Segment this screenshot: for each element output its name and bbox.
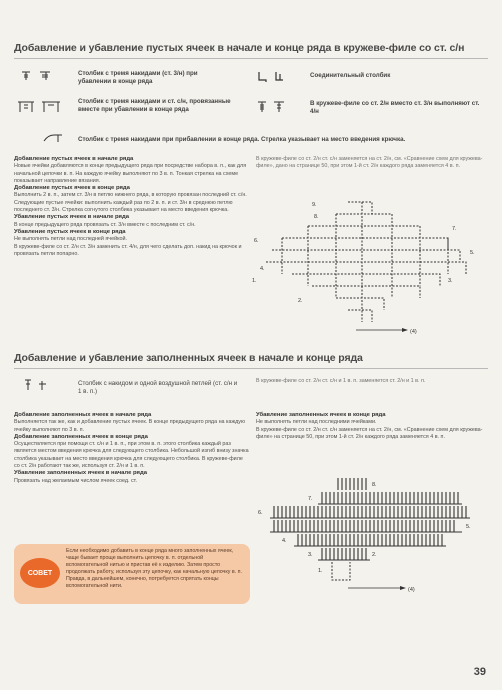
section2-title: Добавление и убавление заполненных ячеек в начале и конце ряда [14, 352, 363, 364]
s2-left-t0: Выполняется так же, как и добавление пустых ячеек. В конце предыдущего ряда на каждую ячейку выполняют по 3 в. п. [14, 419, 246, 433]
section1-right-note: В кружеве-филе со ст. 2/н ст. с/н заменяется на ст. 2/н, см. «Сравнение схем для кружева-филе», дано на странице 50, при этом 1-й ст. 2/н каждого ряда заменяется 4 в. п. [256, 156, 483, 170]
s1-left-h3: Убавление пустых ячеек в конце ряда [14, 228, 126, 235]
s2-left-h1: Добавление заполненных ячеек в конце ряда [14, 433, 148, 440]
chart2-row-7: 7. [308, 496, 313, 502]
s1-left-h0: Добавление пустых ячеек в начале ряда [14, 156, 134, 162]
chart2-row-2: 2. [372, 552, 377, 558]
section2-rule [14, 368, 488, 369]
double-treble-symbol-icon [256, 100, 286, 114]
legend-sym3-label: Столбик с тремя накидами и ст. с/н, провязанные вместе при убавлении в конце ряда [78, 98, 231, 113]
page-number: 39 [473, 666, 486, 678]
s2-right-h0: Убавление заполненных ячеек в конце ряда [256, 412, 386, 418]
treble-decrease-symbol-icon [20, 70, 56, 82]
chart2-row-3: 3. [308, 552, 313, 558]
treble-increase-symbol-icon [42, 133, 66, 143]
chart1-row-4: 4. [260, 266, 265, 272]
treble-together-symbol-icon [16, 100, 62, 114]
chart1-arrow-label: (4) [410, 329, 417, 335]
section1-rule [14, 58, 488, 59]
chart1-row-7: 7. [452, 226, 457, 232]
chart1-row-8: 8. [314, 214, 319, 220]
s2-left-t1: Осуществляется при помощи ст. с/н и 1 в. п., при этом в. п. этого столбика каждый раз является местом введения крючка для следующего столбика. Небольшой изгиб внизу значка столбика указывает на место введения крючка для следующего столбика. В кружеве-филе со ст. 2/н работают так же, используя ст. 2/н и 1 в. п. [14, 441, 249, 470]
chart2-arrow-label: (4) [408, 587, 415, 593]
s1-left-t1: Выполнить 2 в. п., затем ст. 3/н в петлю нижнего ряда, в которую провязан последний ст. с/н. Следующие пустые ячейки: выполнить каждый раз по 2 в. п. и ст. 3/н в среднюю петлю последнего ст. 3/н. Стрелка согнутого столбика указывает на место введения крючка. [14, 192, 247, 214]
s1-left-t3: Не выполнять петли над последней ячейкой. [14, 236, 128, 243]
chart2-row-6: 6. [258, 510, 263, 516]
legend-sym4-label: В кружеве-филе со ст. 2/н вместо ст. 3/н выполняют ст. 4/н [310, 100, 480, 115]
section2-right-column [256, 412, 490, 441]
s2-left-t2: Провязать над желаемым числом ячеек соед. ст. [14, 477, 138, 484]
chart1-row-3: 3. [448, 278, 453, 284]
chart1-row-2: 2. [298, 298, 303, 304]
s2-right-t1: В кружеве-филе со ст. 2/н ст. с/н заменяется на ст. 2/н, см. «Сравнение схем для кружева-филе» на странице 50, при этом 1-й ст. 2/н каждого ряда заменяется 4 в. п. [256, 426, 483, 440]
tip-box [14, 544, 250, 604]
tip-badge: СОВЕТ [20, 558, 60, 588]
legend-sym1-label: Столбик с тремя накидами (ст. 3/н) при убавлении в конце ряда [78, 70, 198, 85]
chart2-row-1: 1. [318, 568, 323, 574]
section2-legend-right: В кружеве-филе со ст. 2/н ст. с/н и 1 в. п. заменяется ст. 2/н и 1 в. п. [256, 378, 426, 384]
chart1-row-1: 1. [252, 278, 257, 284]
section2-left-column [14, 412, 250, 485]
chart1-row-6: 6. [254, 238, 259, 244]
legend-sym5-label: Столбик с тремя накидами при прибавлении в конце ряда. Стрелка указывает на место введения крючка. [78, 136, 406, 143]
filet-chart-1 [252, 190, 492, 340]
s2-left-h0: Добавление заполненных ячеек в начале ряда [14, 412, 152, 418]
chart2-row-4: 4. [282, 538, 287, 544]
s1-left-h1: Добавление пустых ячеек в конце ряда [14, 185, 130, 192]
s2-right-t0: Не выполнять петли над последними ячейками. [256, 419, 377, 426]
s2-left-h2: Убавление заполненных ячеек в начале ряда [14, 470, 147, 477]
chart1-row-5: 5. [470, 250, 475, 256]
tip-text: Если необходимо добавить в конце ряда много заполненных ячеек, чаще бывает проще выполнить цепочку в. п. отдельной вспомогательной нитью и пристав её к изделию. Затем просто продолжать работу, используя эту цепочку, как начальную цепочку в. п. Правда, в дальнейшем, конечно, потребуется спрятать концы вспомогательной нити. [66, 548, 242, 589]
filet-chart-2 [252, 470, 492, 600]
chart2-row-8: 8. [372, 482, 377, 488]
s1-left-t4: В кружеве-филе со ст. 2/н ст. 3/н заменить ст. 4/н, для чего сделать доп. накид на крючок и провязать петли попарно. [14, 243, 242, 257]
section1-left-column [14, 156, 250, 258]
chart1-row-9: 9. [312, 202, 317, 208]
s1-left-h2: Убавление пустых ячеек в начале ряда [14, 214, 129, 221]
chart2-row-5: 5. [466, 524, 471, 530]
s1-left-t2: В конце предыдущего ряда провязать ст. 3/н вместе с последним ст. с/н. [14, 221, 196, 228]
section2-legend-label: Столбик с накидом и одной воздушной петлей (ст. с/н и 1 в. п.) [78, 380, 238, 395]
s1-left-t0: Новые ячейки добавляются в конце предыдущего ряда при посредстве набора в. п., как для начальной цепочки в. п. На каждую ячейку выполняют по 3 в. п. Тонкая стрелка на схеме показывает направление вязания. [14, 163, 247, 184]
section1-title: Добавление и убавление пустых ячеек в начале и конце ряда в кружеве-филе со ст. с/н [14, 42, 465, 54]
dc-chain-symbol-icon [22, 378, 54, 392]
legend-sym2-label: Соединительный столбик [310, 72, 391, 79]
slip-stitch-symbol-icon [256, 70, 286, 84]
